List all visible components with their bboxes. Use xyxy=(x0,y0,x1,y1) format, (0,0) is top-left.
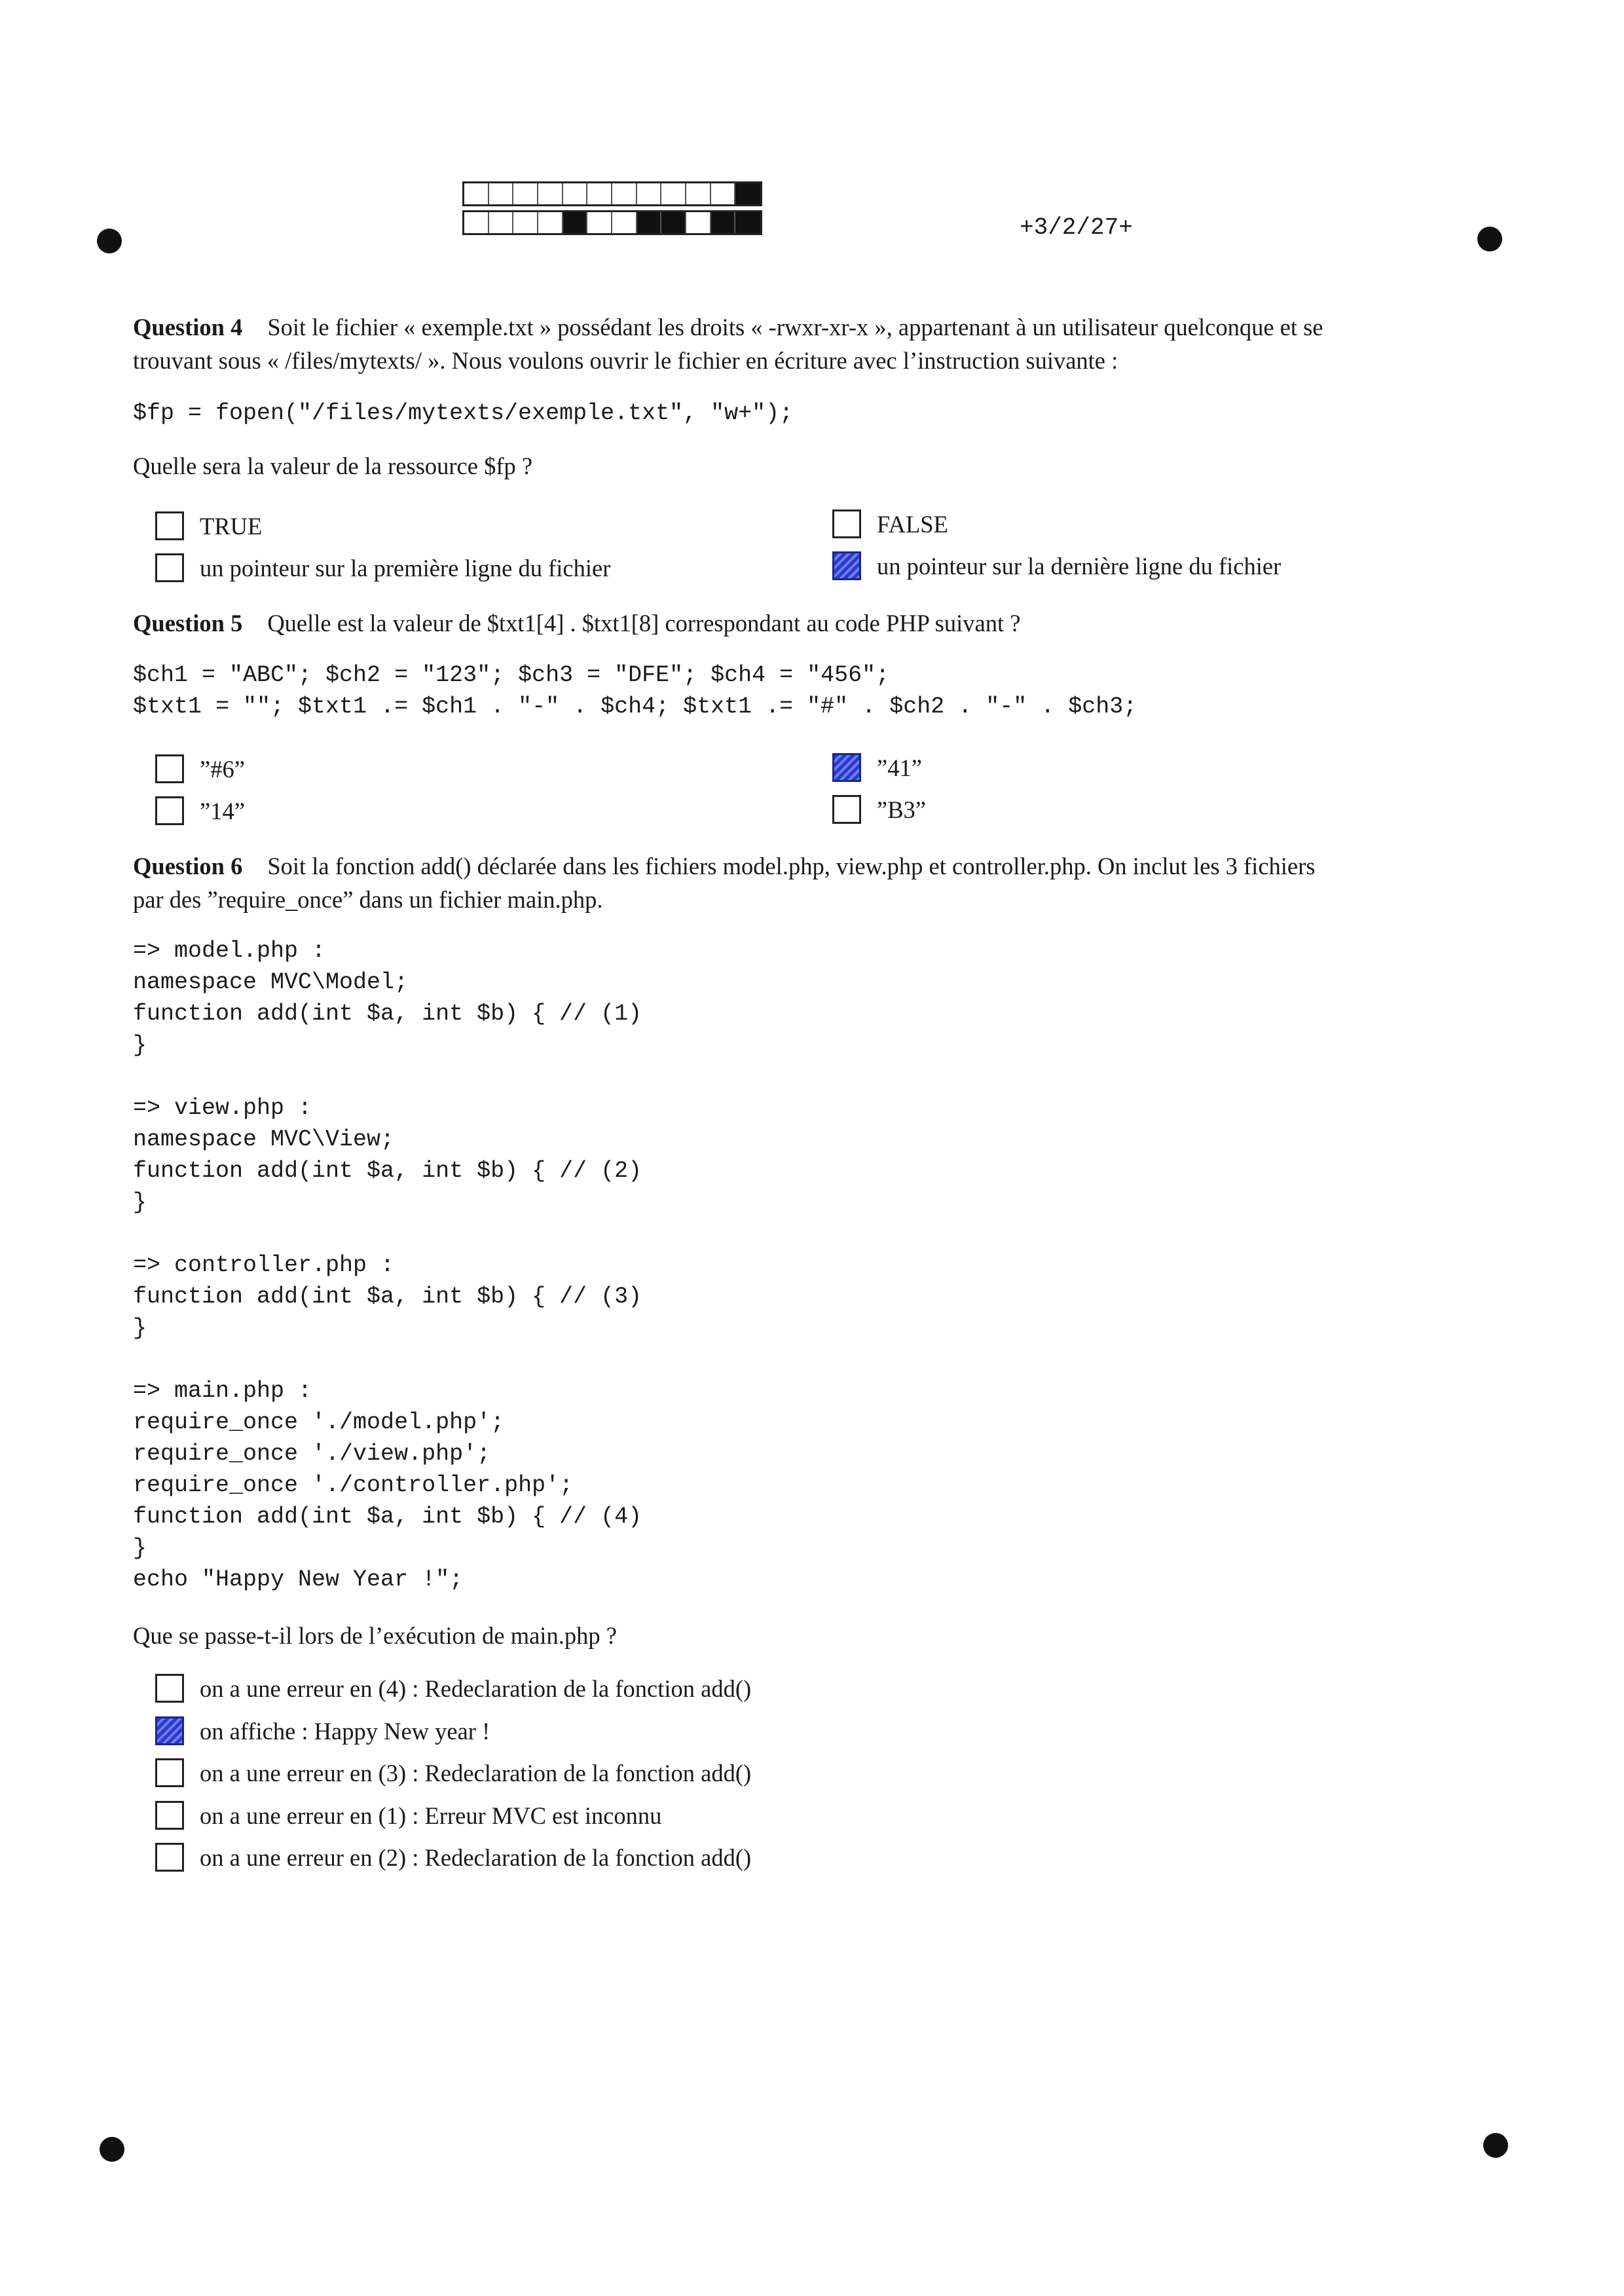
student-code-grid xyxy=(462,181,762,239)
q4-text xyxy=(133,310,1479,377)
q6-text xyxy=(133,849,1479,916)
q6-option-error-3-label: on a une erreur en (3) : Redeclaration de la fonction add() xyxy=(200,1759,752,1787)
code-grid-cell xyxy=(661,183,686,204)
q4-option-last-line-label: un pointeur sur la dernière ligne du fichier xyxy=(877,552,1282,580)
q4-option-first-line-label: un pointeur sur la première ligne du fichier xyxy=(200,554,611,582)
q5-option-41-label: ”41” xyxy=(877,754,922,781)
q6-option-happy-new-year-label: on affiche : Happy New year ! xyxy=(200,1717,490,1745)
code-grid-cell xyxy=(637,212,662,233)
q4-checkbox-last-line[interactable] xyxy=(832,551,861,580)
q6-line2: par des ”require_once” dans un fichier main.php. xyxy=(133,886,603,913)
q6-checkbox-error-4[interactable] xyxy=(155,1674,184,1703)
code-grid-cell xyxy=(464,212,489,233)
q6-prompt: Que se passe-t-il lors de l’exécution de main.php ? xyxy=(133,1622,617,1649)
q6-checkbox-error-3[interactable] xyxy=(155,1758,184,1787)
q5-option-hash6-label: ”#6” xyxy=(200,755,245,783)
code-grid-cell xyxy=(464,183,489,204)
code-grid-cell xyxy=(711,183,736,204)
q4-label: Question 4 xyxy=(133,314,243,341)
code-grid-cell xyxy=(538,183,563,204)
q5-label: Question 5 xyxy=(133,610,243,637)
q6-option-error-3[interactable] xyxy=(155,1758,751,1787)
q4-code: $fp = fopen("/files/mytexts/exemple.txt", "w+"); xyxy=(133,400,794,426)
q4-option-true[interactable] xyxy=(155,511,262,540)
q4-option-false[interactable] xyxy=(832,509,948,538)
q5-option-b3-label: ”B3” xyxy=(877,796,926,823)
q6-checkbox-error-2[interactable] xyxy=(155,1843,184,1872)
code-grid-cell xyxy=(711,212,736,233)
code-grid-cell xyxy=(513,183,538,204)
q4-line1: Soit le fichier « exemple.txt » possédant les droits « -rwxr-xr-x », appartenant à un utilisateur quelconque et se xyxy=(267,314,1323,341)
q6-option-error-2-label: on a une erreur en (2) : Redeclaration de la fonction add() xyxy=(200,1843,752,1871)
code-grid-cell xyxy=(538,212,563,233)
q4-line2: trouvant sous « /files/mytexts/ ». Nous voulons ouvrir le fichier en écriture avec l’instruction suivante : xyxy=(133,347,1118,374)
code-grid-cell xyxy=(612,212,637,233)
q4-checkbox-true[interactable] xyxy=(155,511,184,540)
q6-label: Question 6 xyxy=(133,853,243,880)
q6-option-happy-new-year[interactable] xyxy=(155,1716,490,1745)
code-grid-cell xyxy=(563,212,588,233)
q5-checkbox-41[interactable] xyxy=(832,753,861,782)
code-grid-cell xyxy=(612,183,637,204)
q5-option-b3[interactable] xyxy=(832,795,926,824)
q4-option-false-label: FALSE xyxy=(877,510,948,538)
q5-checkbox-14[interactable] xyxy=(155,796,184,825)
q4-checkbox-first-line[interactable] xyxy=(155,553,184,582)
q5-option-hash6[interactable] xyxy=(155,754,245,783)
q6-checkbox-happy-new-year[interactable] xyxy=(155,1716,184,1745)
q6-option-error-2[interactable] xyxy=(155,1843,751,1872)
code-grid-cell xyxy=(686,183,711,204)
code-grid-cell xyxy=(563,183,588,204)
q5-text xyxy=(133,606,1479,640)
q5-line1: Quelle est la valeur de $txt1[4] . $txt1[8] correspondant au code PHP suivant ? xyxy=(267,610,1021,637)
q6-option-error-1-label: on a une erreur en (1) : Erreur MVC est inconnu xyxy=(200,1802,662,1829)
q5-code: $ch1 = "ABC"; $ch2 = "123"; $ch3 = "DFE"; $ch4 = "456"; $txt1 = ""; $txt1 .= $ch1 . "-" . $ch4; $txt1 .= "#" . $ch2 . "-" . $ch3; xyxy=(133,662,1137,720)
code-grid-cell xyxy=(735,183,760,204)
code-grid-row-2 xyxy=(462,210,762,235)
q4-checkbox-false[interactable] xyxy=(832,509,861,538)
q5-checkbox-b3[interactable] xyxy=(832,795,861,824)
q5-option-14-label: ”14” xyxy=(200,797,245,824)
registration-mark-bottom-right xyxy=(1483,2133,1508,2158)
page-id: +3/2/27+ xyxy=(1020,214,1133,241)
q4-prompt: Quelle sera la valeur de la ressource $fp ? xyxy=(133,453,533,479)
code-grid-cell xyxy=(489,183,514,204)
q5-checkbox-hash6[interactable] xyxy=(155,754,184,783)
q6-option-error-4[interactable] xyxy=(155,1674,751,1703)
q6-option-error-4-label: on a une erreur en (4) : Redeclaration de la fonction add() xyxy=(200,1675,752,1702)
q6-option-error-1[interactable] xyxy=(155,1801,661,1830)
code-grid-row-1 xyxy=(462,181,762,206)
q4-option-true-label: TRUE xyxy=(200,512,263,540)
code-grid-cell xyxy=(587,183,612,204)
q5-option-14[interactable] xyxy=(155,796,245,825)
q4-option-first-line[interactable] xyxy=(155,553,610,582)
q6-code: => model.php : namespace MVC\Model; function add(int $a, int $b) { // (1) } => view.php : namespace MVC\View; function add(int $a, int $b) { // (2) } => controller.php : function add(int $a, int $b) { // (3) } => main.php : require_once './model.php'; require_once './view.php'; require_once './controller.php'; function add(int $a, int $b) { // (4) } echo "Happy New Year !"; xyxy=(133,938,642,1593)
code-grid-cell xyxy=(513,212,538,233)
q6-checkbox-error-1[interactable] xyxy=(155,1801,184,1830)
q4-option-last-line[interactable] xyxy=(832,551,1281,580)
code-grid-cell xyxy=(661,212,686,233)
code-grid-cell xyxy=(637,183,662,204)
code-grid-cell xyxy=(489,212,514,233)
registration-mark-top-left xyxy=(97,229,122,253)
code-grid-cell xyxy=(686,212,711,233)
registration-mark-top-right xyxy=(1477,227,1502,251)
q6-line1: Soit la fonction add() déclarée dans les fichiers model.php, view.php et controller.php. On inclut les 3 fichiers xyxy=(267,853,1316,880)
code-grid-cell xyxy=(735,212,760,233)
code-grid-cell xyxy=(587,212,612,233)
q5-option-41[interactable] xyxy=(832,753,922,782)
registration-mark-bottom-left xyxy=(100,2137,124,2162)
